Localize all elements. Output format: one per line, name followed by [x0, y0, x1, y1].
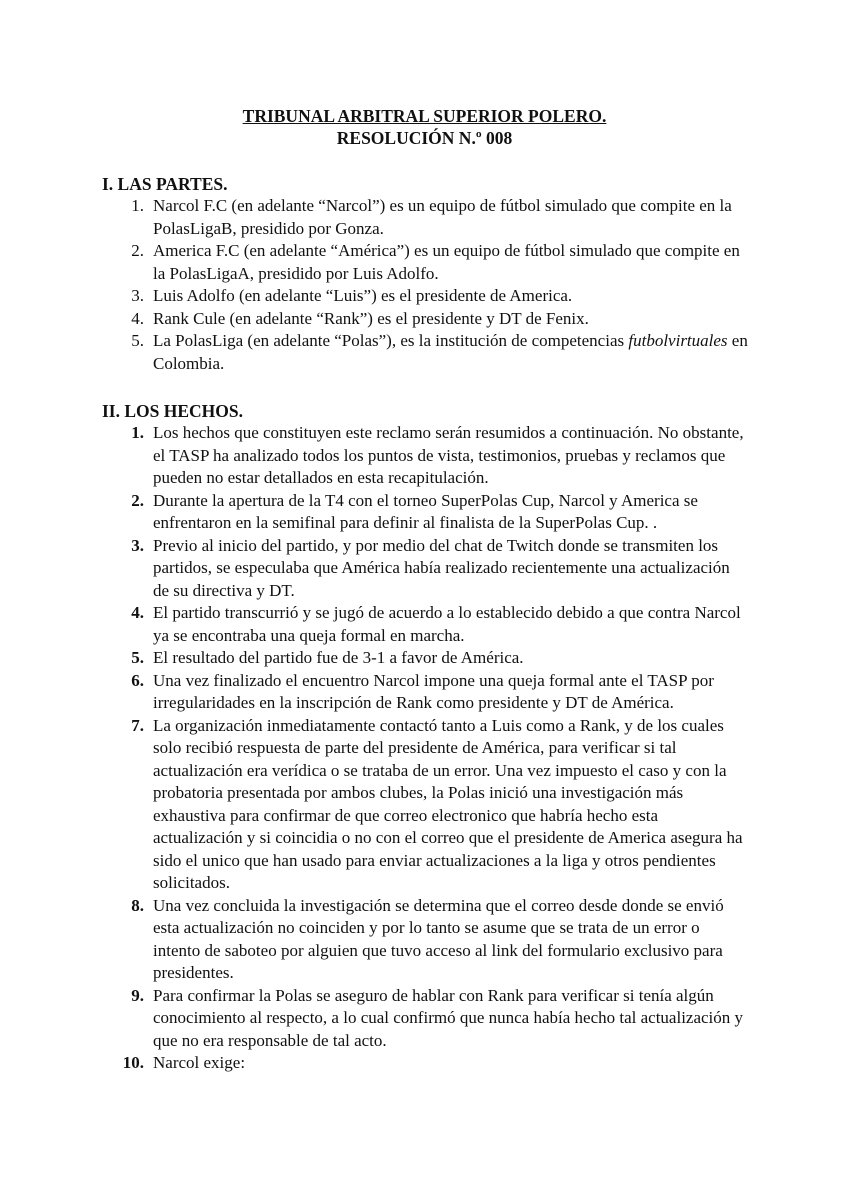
list-item [0, 535, 849, 603]
item-number: 2. [131, 241, 144, 260]
item-number: 8. [131, 895, 144, 915]
list-item [0, 422, 849, 490]
item-number: 9. [131, 985, 144, 1005]
list-item [0, 670, 849, 715]
item-number: 5. [131, 331, 144, 350]
item-number: 10. [122, 1053, 144, 1072]
list-item [0, 330, 849, 375]
item-text: America F.C (en adelante “América”) es un equipo de fútbol simulado que compite en la PolasLigaA, presidido por Luis Adolfo. [153, 241, 740, 283]
list-item [0, 308, 849, 331]
document-title: TRIBUNAL ARBITRAL SUPERIOR POLERO. [242, 106, 607, 126]
item-text: Una vez concluida la investigación se determina que el correo desde donde se envió esta actualización no coinciden y por lo tanto se asume que se trata de un error o intento de saboteo por alguien que tuvo acceso al link del formulario exclusivo para presidentes. [153, 895, 724, 982]
list-item [0, 1052, 849, 1075]
partes-list [0, 195, 849, 375]
item-number: 5. [131, 648, 144, 667]
item-text: Una vez finalizado el encuentro Narcol impone una queja formal ante el TASP por irregularidades en la inscripción de Rank como presidente y DT de América. [153, 670, 714, 712]
list-item [0, 647, 849, 670]
item-text: El partido transcurrió y se jugó de acuerdo a lo establecido debido a que contra Narcol ya se encontraba una queja formal en marcha. [153, 603, 741, 645]
list-item [0, 490, 849, 535]
list-item [0, 715, 849, 895]
item-text: Rank Cule (en adelante “Rank”) es el presidente y DT de Fenix. [153, 308, 589, 328]
list-item [0, 195, 849, 240]
item-text: Luis Adolfo (en adelante “Luis”) es el presidente de America. [153, 286, 573, 305]
list-item [0, 285, 849, 308]
item-number: 7. [131, 715, 144, 735]
list-item [0, 895, 849, 985]
item-text-italic: futbolvirtuales [628, 331, 728, 350]
resolution-number: RESOLUCIÓN N.º 008 [336, 128, 513, 148]
item-text: Narcol F.C (en adelante “Narcol”) es un equipo de fútbol simulado que compite en la PolasLigaB, presidido por Gonza. [153, 196, 732, 238]
item-number: 4. [131, 308, 144, 328]
item-number: 1. [131, 196, 144, 215]
section-heading-partes: I. LAS PARTES. [102, 174, 228, 194]
item-number: 4. [131, 603, 144, 622]
item-number: 2. [131, 490, 144, 510]
item-text: Para confirmar la Polas se aseguro de hablar con Rank para verificar si tenía algún conocimiento al respecto, a lo cual confirmó que nunca había hecho tal actualización y que no era responsable de tal acto. [153, 985, 744, 1050]
item-text: Previo al inicio del partido, y por medio del chat de Twitch donde se transmiten los partidos, se especulaba que América había realizado recientemente una actualización de su directiva y DT. [153, 535, 730, 600]
section-heading-hechos: II. LOS HECHOS. [102, 401, 244, 421]
item-number: 6. [131, 670, 144, 690]
list-item [0, 240, 849, 285]
item-text-after: en Colombia. [153, 331, 748, 373]
item-number: 1. [131, 423, 144, 442]
item-text: Narcol exige: [153, 1053, 246, 1072]
list-item [0, 985, 849, 1053]
list-item [0, 602, 849, 647]
item-text: Durante la apertura de la T4 con el torneo SuperPolas Cup, Narcol y America se enfrentaron en la semifinal para definir al finalista de la SuperPolas Cup. . [153, 490, 698, 532]
item-text-before: La PolasLiga (en adelante “Polas”), es la institución de competencias [153, 331, 629, 350]
item-text: La organización inmediatamente contactó tanto a Luis como a Rank, y de los cuales solo recibió respuesta de parte del presidente de América, para verificar si tal actualización era verídica o se trataba de un error. Una vez impuesto el caso y con la probatoria presentada por ambos clubes, la Polas inició una investigación más exhaustiva para confirmar de que correo electronico que habría hecho esta actualización y si coincidia o no con el correo que el presidente de America asegura ha sido el unico que han usado para enviar actualizaciones a la liga y otros pendientes solicitados. [153, 715, 743, 892]
item-text: Los hechos que constituyen este reclamo serán resumidos a continuación. No obstante, el TASP ha analizado todos los puntos de vista, testimonios, pruebas y reclamos que pueden no estar detallados en esta recapitulación. [153, 423, 744, 487]
hechos-list [0, 422, 849, 1075]
item-number: 3. [131, 286, 144, 305]
item-text: El resultado del partido fue de 3-1 a favor de América. [153, 648, 524, 667]
item-number: 3. [131, 535, 144, 555]
